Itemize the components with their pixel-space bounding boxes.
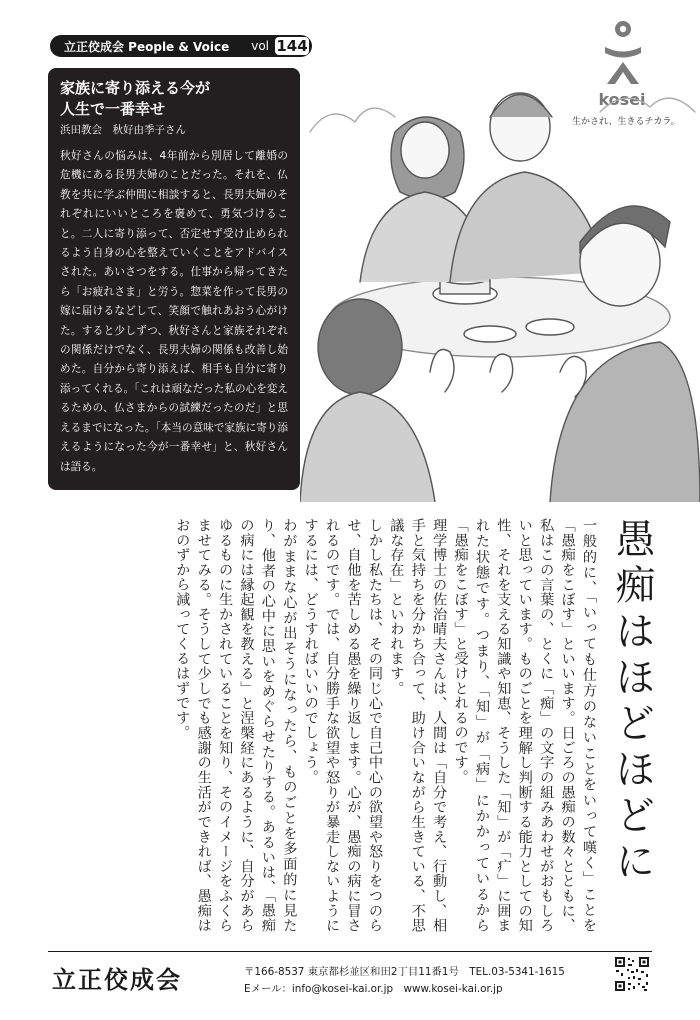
story-title-line2: 人生で一番幸せ [60,100,166,118]
essay-column [55,518,653,933]
essay-title: 愚痴はほどほどに [609,518,655,886]
footer-org-name: 立正佼成会 [52,965,182,994]
essay-paragraph: 理学博士の佐治晴夫さんは、人間は「自分で考え、行動し、相手と気持ちを分かち合って、助け合いながら生きている、不思議な存在」といわれます。 [388,518,448,933]
series-header [50,35,312,57]
footer-contact-link[interactable]: Eメール：info@kosei-kai.or.jp www.kosei-kai.or.jp [244,983,503,995]
story-box [48,68,300,490]
essay-paragraph: しかし私たちは、その同じ心で自己中心の欲望や怒りをつのらせ、自他を苦しめる愚を繰り返します。心が、愚痴の病に冒されるのです。では、自分勝手な欲望や怒りが暴走しないようにするには、どうすればいいのでしょう。 [302,518,383,933]
essay-paragraph: わがままな心が出そうになったら、ものごとを多面的に見たり、他者の心中に思いをめぐらせたりする。あるいは、「愚痴の病には縁起観を教える」と涅槃経にあるように、自分があらゆるものに生かされていることを知り、そのイメージをふくらませてみる。そうして少しでも感謝の生活ができれば、愚痴はおのずから減ってくるはずです。 [174,518,298,933]
vol-number-badge: 144 [276,37,308,55]
vol-label: vol [251,39,269,53]
story-author: 浜田教会 秋好由季子さん [60,124,186,136]
logo-wordmark: kosei [598,90,646,109]
footer-divider [48,951,652,952]
essay-body [171,518,599,933]
footer-address: 〒166-8537 東京都杉並区和田2丁目11番1号 TEL.03-5341-1615 [244,966,565,978]
essay-paragraph: 一般的に、「いっても仕方のないことをいって嘆く」ことを「愚痴をこぼす」といいます。日ごろの愚痴の数々とともに、私はこの言葉の、とくに「痴」の文字の組みあわせがおもしろいと思っています。ものごとを理解し判断する能力としての知性、それを支える知識や知恵、そうした「知」が「疒」に囲まれた状態です。つまり、「知」が「病」にかかっているから「愚痴をこぼす」と受けとれるのです。 [452,518,597,933]
qr-code-icon[interactable] [614,956,650,992]
series-label: 立正佼成会 People & Voice [64,39,230,54]
family-table-illustration [300,72,700,502]
story-body: 秋好さんの悩みは、4年前から別居して離婚の危機にある長男夫婦のことだった。それを、仏教を共に学ぶ仲間に相談すると、長男夫婦のそれぞれにいいところを褒めて、勇気づけること。二人に寄り添って、否定せず受け止められるよう自身の心を整えていくことをアドバイスされた。あいさつをする。仕事から帰ってきたら「お疲れさま」と労う。惣菜を作って長男の嫁に届けるなどして、笑顔で触れあおう心がけた。すると少しずつ、秋好さんと家族それぞれの関係だけでなく、長男夫婦の関係も改善し始めた。自分から寄り添えば、相手も自分に寄り添ってくれる。「これは頑なだった私の心を変えるための、仏さまからの試練だったのだ」と思えるまでになった。「本当の意味で家族に寄り添えるようになった今が一番幸せ」と、秋好さんは語る。 [60,150,288,473]
story-title-line1: 家族に寄り添える今が [60,79,211,97]
logo-tagline: 生かされ、生きるチカラ。 [572,117,680,127]
